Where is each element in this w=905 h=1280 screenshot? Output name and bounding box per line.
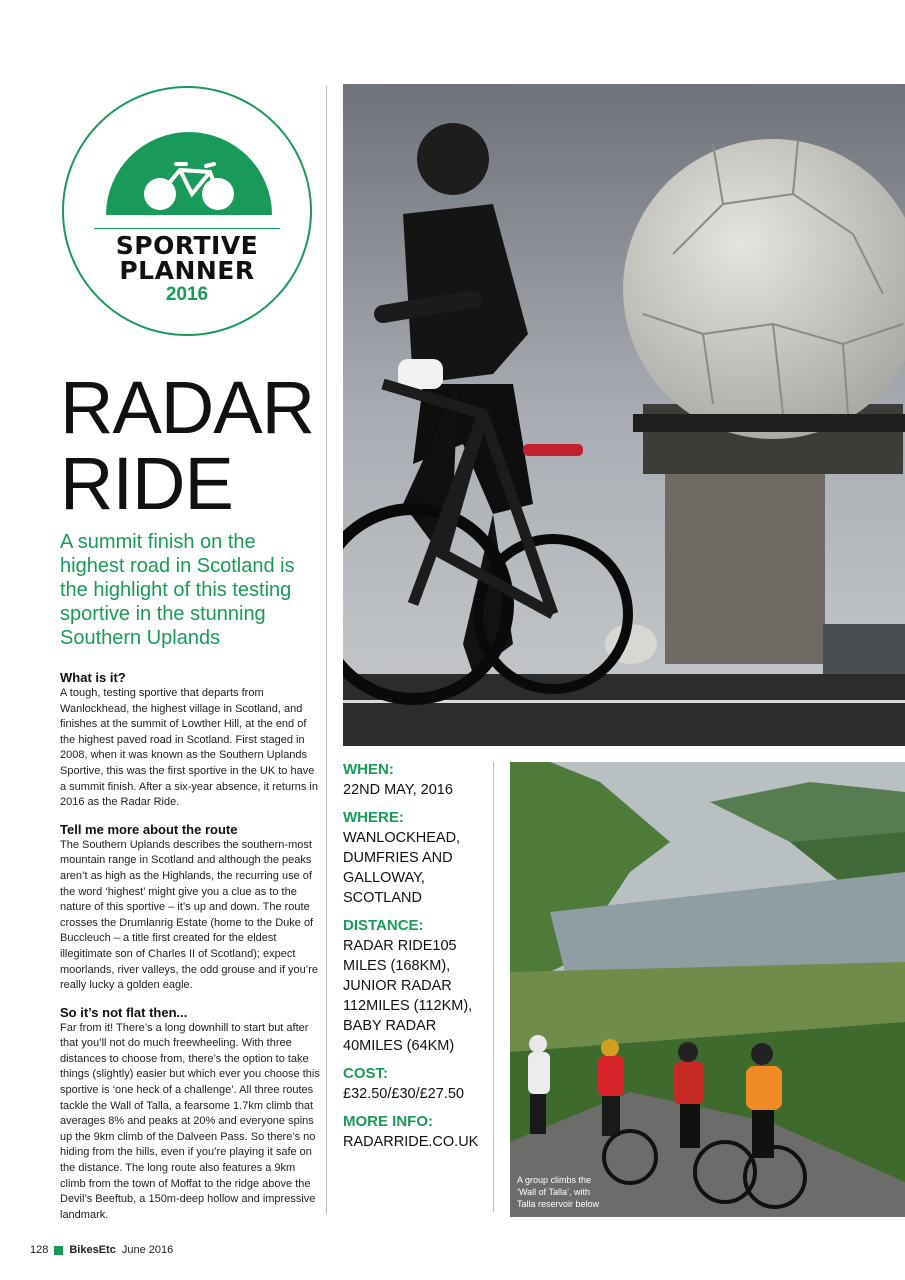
hero-photo-cyclist-radar: [343, 84, 905, 746]
info-value: £32.50/£30/£27.50: [343, 1086, 464, 1102]
standfirst: A summit finish on the highest road in Scotland is the highlight of this testing sportive in the stunning Southern Uplands: [60, 531, 295, 649]
section-heading: What is it?: [60, 670, 126, 685]
info-where: [343, 808, 493, 908]
badge-line-1: SPORTIVE: [115, 231, 259, 260]
column-divider: [326, 86, 327, 1214]
badge-year: 2016: [165, 284, 209, 305]
badge-line-2: PLANNER: [119, 256, 255, 285]
info-url[interactable]: RADARRIDE.CO.UK: [343, 1134, 479, 1150]
page-footer: [30, 1244, 173, 1256]
info-value: WANLOCKHEAD, DUMFRIES AND GALLOWAY, SCOTLAND: [343, 830, 461, 906]
info-cost: [343, 1064, 493, 1104]
photo-caption: A group climbs the ‘Wall of Talla’, with Talla reservoir below: [517, 1175, 600, 1209]
page-number: 128: [30, 1244, 49, 1256]
info-label: WHEN:: [343, 761, 394, 778]
bicycle-icon: [136, 160, 242, 212]
section-heading: Tell me more about the route: [60, 821, 238, 837]
title-line-2: RIDE: [60, 442, 233, 525]
info-when: [343, 760, 493, 800]
title-line-1: RADAR: [60, 366, 315, 449]
badge-rule: [94, 228, 280, 229]
info-label: COST:: [343, 1065, 388, 1082]
issue-date: June 2016: [121, 1244, 174, 1256]
sportive-planner-badge: [62, 86, 312, 336]
event-info-panel: [343, 760, 493, 1160]
section-heading: So it’s not flat then...: [60, 1004, 188, 1020]
group-climb-photo: [510, 762, 905, 1217]
section-text: A tough, testing sportive that departs from Wanlockhead, the highest village in Scotland, and finishes at the summit of Lowther Hill, at the end of the highest paved road in Scotland. First staged in 2008, when it was known as the Southern Uplands Sportive, this was the first sportive in the UK to have a summit finish. After a six-year absence, it returns in 2016 as the Radar Ride.: [60, 687, 318, 809]
info-label: MORE INFO:: [343, 1113, 433, 1130]
section-text: Far from it! There’s a long downhill to start but after that you’ll not do much freewheeling. With three distances to choose from, there’s the option to take things (slightly) easier but which ever you choose this sportive is ‘one heck of a challenge’. All three routes tackle the Wall of Talla, a fearsome 1.7km climb that averages 8% and peaks at 20% and everyone spins up the 9km climb of the Dalveen Pass. So there’s no hiding from the hills, even if you’re playing it safe on the distance. The long route also features a 9km climb from the town of Moffat to the ridge above the Devil’s Beeftub, a 150m-deep hollow and impressive landmark.: [60, 1021, 320, 1221]
article-body: [60, 670, 322, 1234]
info-divider: [493, 762, 494, 1212]
section-text: The Southern Uplands describes the southern-most mountain range in Scotland and although the peaks aren’t as high as the Highlands, the recurring use of the word ‘highest’ might give you a clue as to the nature of this sportive – it’s up and down. The route crosses the Drumlanrig Estate (home to the Duke of Buccleuch – a title first created for the eldest illegitimate son of Charles II of Scotland); expect moorlands, river valleys, the odd grouse and if you’re really lucky a golden eagle.: [60, 838, 319, 992]
info-label: WHERE:: [343, 809, 404, 826]
info-value: 22ND MAY, 2016: [343, 782, 453, 798]
info-label: DISTANCE:: [343, 917, 424, 934]
info-distance: [343, 916, 493, 1056]
footer-square-icon: [54, 1246, 63, 1255]
info-more: [343, 1112, 493, 1152]
magazine-name: BikesEtc: [69, 1244, 116, 1256]
info-value: RADAR RIDE105 MILES (168KM), JUNIOR RADAR 112MILES (112KM), BABY RADAR 40MILES (64KM): [343, 938, 473, 1054]
article-title: [60, 366, 325, 525]
